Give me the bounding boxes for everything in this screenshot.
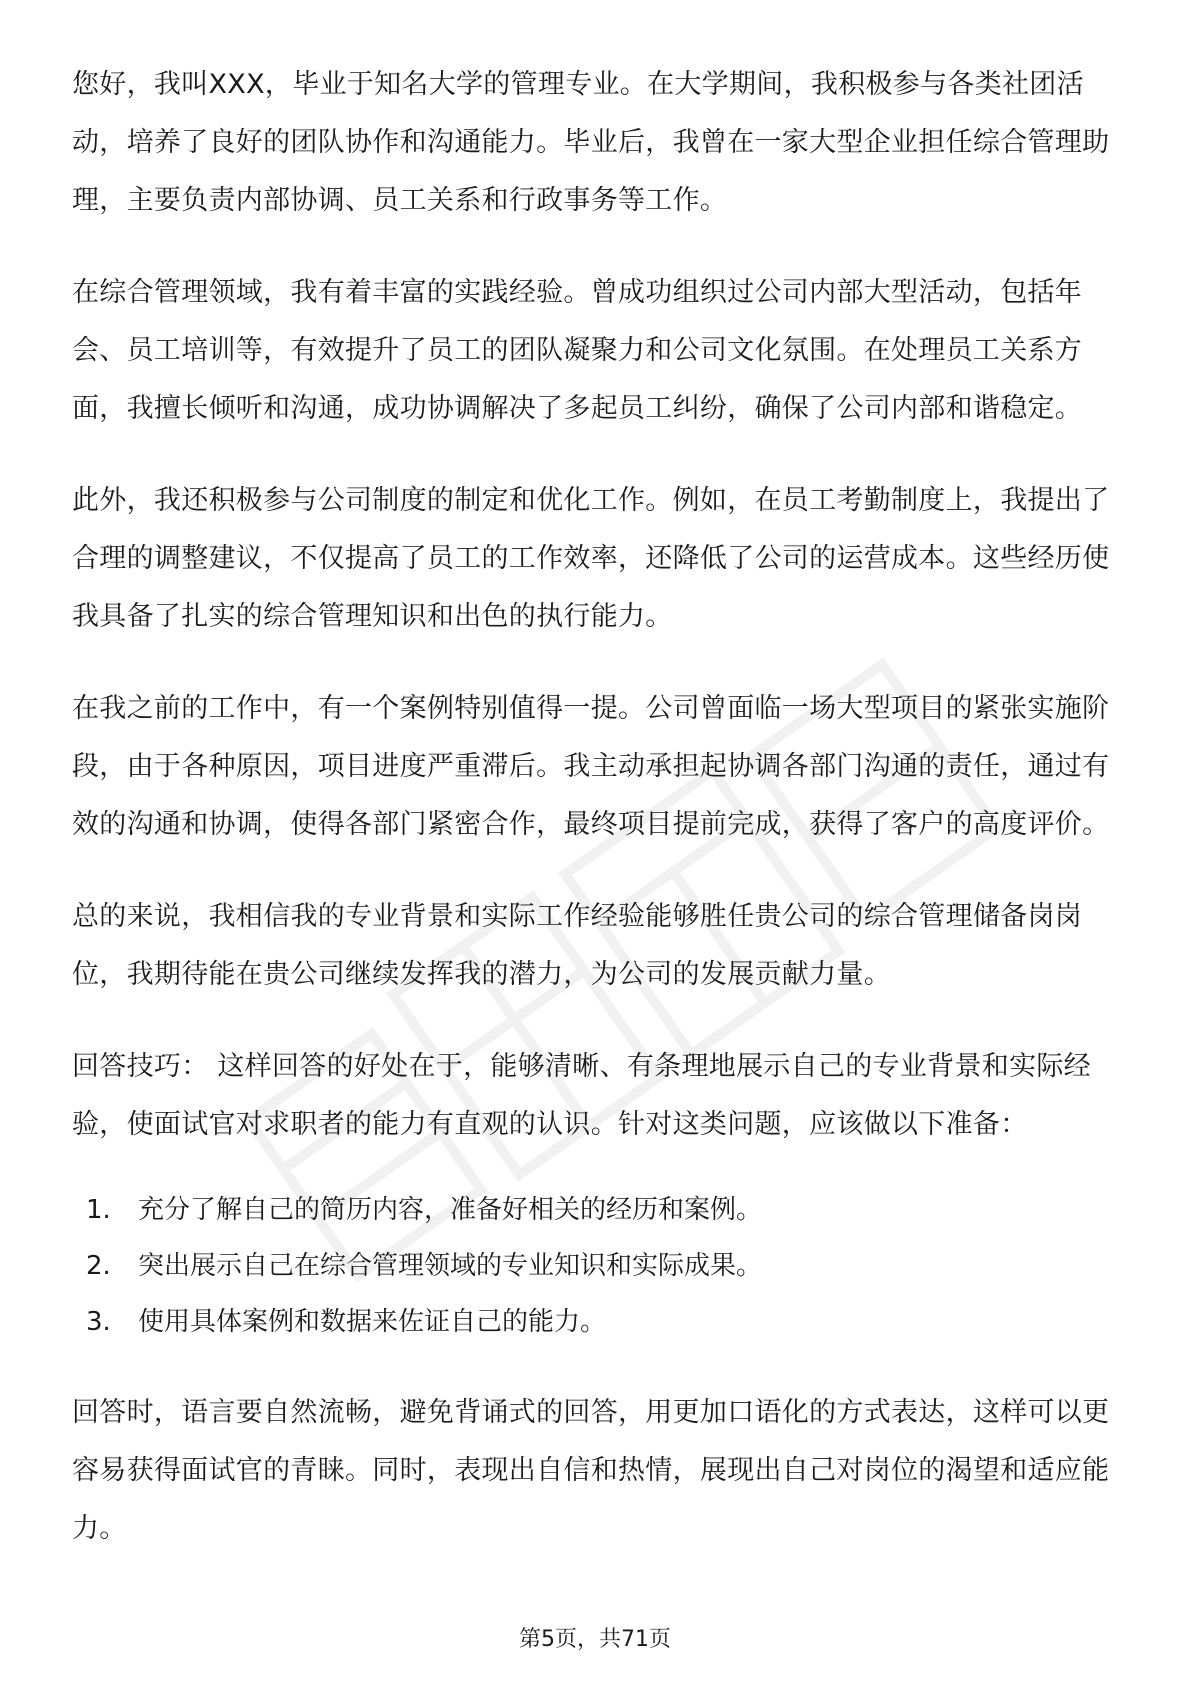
list-item-number: 2. <box>86 1251 111 1281</box>
list-item <box>72 1238 1122 1294</box>
list-item <box>72 1294 1122 1350</box>
list-item-text: 使用具体案例和数据来佐证自己的能力。 <box>138 1307 607 1337</box>
list-item <box>72 1182 1122 1238</box>
paragraph-policy: 此外，我还积极参与公司制度的制定和优化工作。例如，在员工考勤制度上，我提出了合理的调整建议，不仅提高了员工的工作效率，还降低了公司的运营成本。这些经历使我具备了扎实的综合管理知识和出色的执行能力。 <box>72 485 1110 632</box>
list-item-text: 充分了解自己的简历内容，准备好相关的经历和案例。 <box>138 1195 763 1225</box>
paragraph-summary: 总的来说，我相信我的专业背景和实际工作经验能够胜任贵公司的综合管理储备岗岗位，我期待能在贵公司继续发挥我的潜力，为公司的发展贡献力量。 <box>72 901 1083 990</box>
tips-list <box>72 1182 1122 1350</box>
paragraph-case: 在我之前的工作中，有一个案例特别值得一提。公司曾面临一场大型项目的紧张实施阶段，由于各种原因，项目进度严重滞后。我主动承担起协调各部门沟通的责任，通过有效的沟通和协调，使得各部门紧密合作，最终项目提前完成，获得了客户的高度评价。 <box>72 693 1110 840</box>
paragraph-tips-intro: 回答技巧： 这样回答的好处在于，能够清晰、有条理地展示自己的专业背景和实际经验，使面试官对求职者的能力有直观的认识。针对这类问题，应该做以下准备： <box>72 1051 1091 1140</box>
paragraph-experience: 在综合管理领域，我有着丰富的实践经验。曾成功组织过公司内部大型活动，包括年会、员工培训等，有效提升了员工的团队凝聚力和公司文化氛围。在处理员工关系方面，我擅长倾听和沟通，成功协调解决了多起员工纠纷，确保了公司内部和谐稳定。 <box>72 277 1083 424</box>
page-number-footer: 第5页，共71页 <box>519 1627 671 1652</box>
list-item-number: 1. <box>86 1195 111 1225</box>
list-item-text: 突出展示自己在综合管理领域的专业知识和实际成果。 <box>138 1251 763 1281</box>
document-body <box>72 56 1122 1592</box>
list-item-number: 3. <box>86 1307 111 1337</box>
paragraph-intro: 您好，我叫XXX，毕业于知名大学的管理专业。在大学期间，我积极参与各类社团活动，培养了良好的团队协作和沟通能力。毕业后，我曾在一家大型企业担任综合管理助理，主要负责内部协调、员工关系和行政事务等工作。 <box>72 69 1110 216</box>
paragraph-closing: 回答时，语言要自然流畅，避免背诵式的回答，用更加口语化的方式表达，这样可以更容易获得面试官的青睐。同时，表现出自信和热情，展现出自己对岗位的渴望和适应能力。 <box>72 1397 1110 1544</box>
